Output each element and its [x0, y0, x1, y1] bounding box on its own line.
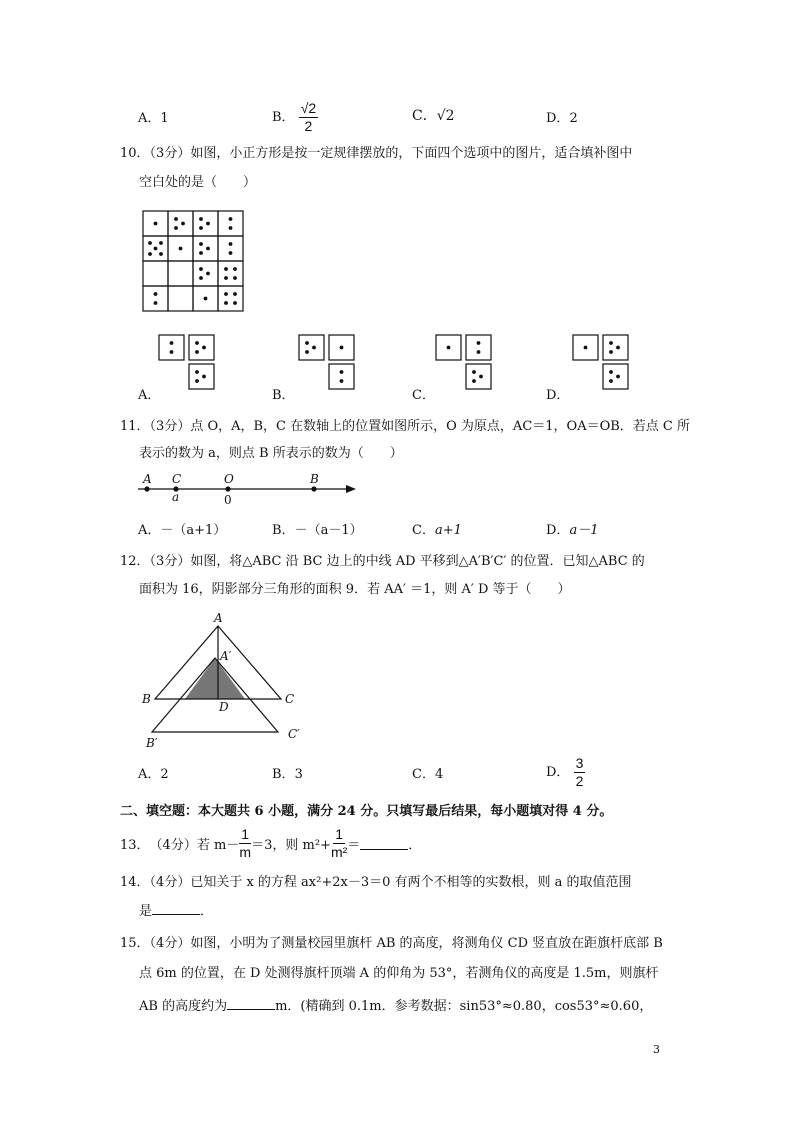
triangle-translation-figure	[138, 606, 318, 752]
dot	[233, 301, 237, 305]
dot	[148, 252, 152, 256]
q12-line2: 面积为 16，阴影部分三角形的面积 9．若 AA′ ＝1，则 A′ D 等于（ ）	[139, 582, 571, 597]
q9-option-d: D．2	[546, 111, 578, 126]
dot	[305, 350, 309, 354]
grid-cell	[218, 211, 243, 236]
dot	[154, 247, 158, 251]
grid-cell	[218, 286, 243, 311]
q15-line2: 点 6m 的位置，在 D 处测得旗杆顶端 A 的仰角为 53°，若测角仪的高度是 1.5m，则旗杆	[139, 966, 659, 981]
grid-cell	[168, 211, 193, 236]
dot	[616, 375, 620, 379]
dot	[199, 267, 203, 271]
point-b	[311, 486, 316, 491]
dot	[199, 226, 203, 230]
dot	[229, 242, 233, 246]
q11-option-d: D．a－1	[546, 523, 599, 538]
dot	[609, 370, 613, 374]
grid-cell	[193, 261, 218, 286]
dot	[181, 222, 185, 226]
dot	[199, 251, 203, 255]
grid-cell	[168, 261, 193, 286]
dot	[206, 272, 210, 276]
label-a-value: a	[172, 490, 180, 504]
dot	[224, 292, 228, 296]
dot	[312, 346, 316, 350]
answer-blank[interactable]	[227, 997, 275, 1010]
dot	[195, 370, 199, 374]
grid-cell	[218, 261, 243, 286]
dot	[148, 241, 152, 245]
page-number: 3	[653, 1043, 660, 1056]
dot	[472, 370, 476, 374]
grid-cell	[168, 286, 193, 311]
q14-line2: 是 ．	[139, 904, 214, 919]
dot	[616, 346, 620, 350]
label-c: C	[172, 472, 182, 486]
fraction: $\frac{1}{\text{m²}}$	[330, 826, 348, 860]
q10-option-c-figure	[435, 335, 497, 393]
section-2-heading: 二、填空题：本大题共 6 小题，满分 24 分。只填写最后结果，每小题填对得 4 分。	[120, 804, 613, 819]
option-cell	[189, 335, 214, 360]
answer-blank[interactable]	[360, 837, 408, 850]
option-cell	[189, 364, 214, 389]
point-a	[144, 486, 149, 491]
dot	[204, 297, 208, 301]
q10-label-d: D．	[546, 388, 570, 403]
label-a: A	[143, 472, 152, 486]
option-cell	[466, 335, 491, 360]
q10-line1: 10．（3分）如图，小正方形是按一定规律摆放的，下面四个选项中的图片，适合填补图中	[120, 146, 633, 161]
grid-cell	[193, 236, 218, 261]
q12-option-b: B．3	[272, 767, 303, 782]
dot	[609, 350, 613, 354]
fraction: $\frac{1}{m}$	[239, 826, 252, 860]
dot	[206, 247, 210, 251]
dot	[477, 350, 481, 354]
q12-option-d: D． $\frac{3}{2}$	[546, 755, 584, 789]
dot	[609, 379, 613, 383]
option-cell	[329, 364, 354, 389]
dot	[340, 346, 344, 350]
answer-blank[interactable]	[152, 902, 200, 915]
dot	[609, 341, 613, 345]
dot	[477, 341, 481, 345]
fraction: $\frac{3}{2}$	[575, 755, 584, 789]
q10-label-a: A．	[138, 388, 161, 403]
q14-line1: 14．（4分）已知关于 x 的方程 ax²+2x－3＝0 有两个不相等的实数根，则 a 的取值范围	[120, 875, 632, 890]
dot	[479, 375, 483, 379]
option-cell	[603, 335, 628, 360]
option-cell	[159, 335, 184, 360]
dot	[340, 370, 344, 374]
dot-grid-figure	[143, 211, 243, 313]
shaded-triangle	[185, 658, 245, 699]
dot	[229, 217, 233, 221]
grid-cell	[143, 286, 168, 311]
q12-option-c: C．4	[412, 767, 444, 782]
fraction: $\frac{√2}{2}$	[300, 100, 317, 134]
label-a-prime: A′	[220, 649, 232, 663]
q11-line2: 表示的数为 a，则点 B 所表示的数为（ ）	[139, 446, 403, 461]
dot	[195, 341, 199, 345]
q9-option-a: A．1	[138, 111, 169, 126]
dot	[229, 226, 233, 230]
dot	[233, 276, 237, 280]
dot	[154, 222, 158, 226]
dot	[170, 341, 174, 345]
dot	[174, 217, 178, 221]
q10-option-a-figure	[158, 335, 220, 393]
q15-line1: 15．（4分）如图，小明为了测量校园里旗杆 AB 的高度，将测角仪 CD 竖直放在距旗杆底部 B	[120, 936, 663, 951]
q13: 13． （4分） 若 m－ $\frac{1}{m}$ ＝3，则 m²+ $\frac{1}{\text{m²}}$ ＝ ．	[120, 826, 422, 860]
dot	[224, 267, 228, 271]
option-cell	[466, 364, 491, 389]
dot	[472, 379, 476, 383]
label-b: B	[142, 692, 151, 706]
dot	[224, 301, 228, 305]
q12-line1: 12．（3分）如图，将△ABC 沿 BC 边上的中线 AD 平移到△A′B′C′ 的位置．已知△ABC 的	[120, 554, 645, 569]
option-cell	[299, 335, 324, 360]
q10-label-c: C．	[412, 388, 435, 403]
dot	[224, 276, 228, 280]
label-b: B	[310, 472, 319, 486]
dot	[206, 222, 210, 226]
dot	[305, 341, 309, 345]
dot	[340, 379, 344, 383]
label-o: O	[224, 472, 234, 486]
dot	[195, 379, 199, 383]
label-c-prime: C′	[288, 727, 300, 741]
label-b-prime: B′	[146, 736, 158, 750]
dot	[584, 346, 588, 350]
dot	[195, 350, 199, 354]
dot	[199, 242, 203, 246]
dot	[154, 301, 158, 305]
dot	[154, 292, 158, 296]
option-cell	[603, 364, 628, 389]
dot	[447, 346, 451, 350]
dot	[202, 375, 206, 379]
q11-option-a: A．－（a+1）	[138, 523, 227, 538]
q10-option-b-figure	[298, 335, 360, 393]
label-zero: 0	[224, 493, 232, 507]
q10-option-d-figure	[572, 335, 634, 393]
dot	[159, 252, 163, 256]
number-line-figure	[138, 470, 358, 506]
label-c: C	[285, 692, 295, 706]
point-o	[225, 486, 230, 491]
label-a: A	[214, 611, 223, 625]
q9-option-c: C．√2	[412, 108, 455, 124]
q15-line3: AB 的高度约为 m．(精确到 0.1m．参考数据：sin53°≈0.80，cos53°≈0.60，	[139, 999, 653, 1014]
dot	[170, 350, 174, 354]
dot	[174, 226, 178, 230]
dot	[159, 241, 163, 245]
dot	[202, 346, 206, 350]
grid-cell	[143, 261, 168, 286]
dot	[233, 292, 237, 296]
grid-cell	[218, 236, 243, 261]
arrow-head	[346, 485, 356, 493]
q10-line2: 空白处的是（ ）	[139, 175, 257, 190]
dot	[179, 247, 183, 251]
grid-cell	[193, 211, 218, 236]
label-d: D	[219, 700, 229, 714]
q11-option-b: B．－（a－1）	[272, 523, 363, 538]
q11-line1: 11．（3分）点 O，A，B，C 在数轴上的位置如图所示，O 为原点，AC＝1，OA＝OB．若点 C 所	[120, 419, 691, 434]
dot	[199, 217, 203, 221]
dot	[229, 251, 233, 255]
dot	[233, 267, 237, 271]
q12-option-a: A．2	[138, 767, 169, 782]
q11-option-c: C．a+1	[412, 523, 462, 538]
q9-option-b: B． $\frac{√2}{2}$	[272, 100, 317, 134]
dot	[199, 276, 203, 280]
q10-label-b: B．	[272, 388, 295, 403]
